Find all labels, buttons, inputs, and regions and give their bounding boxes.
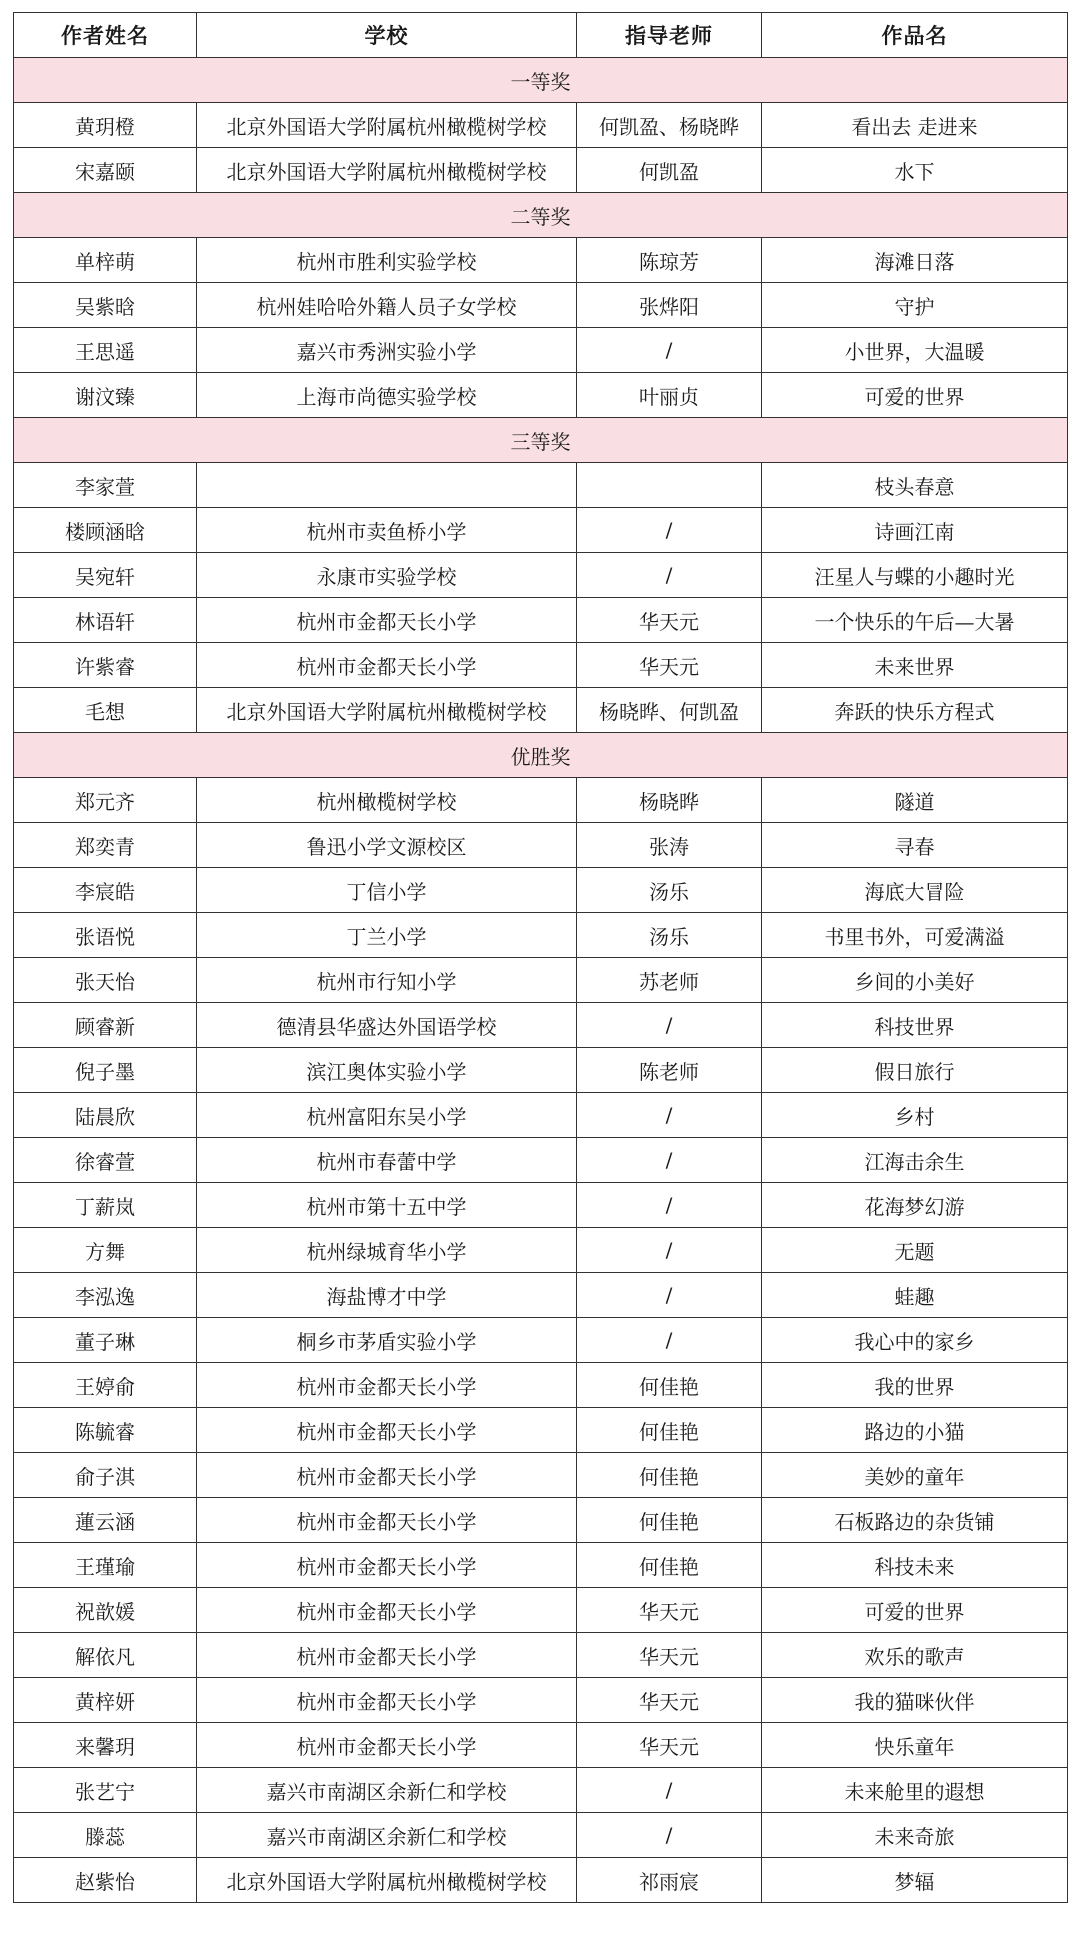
cell-work: 我的世界 [762,1363,1068,1408]
cell-work: 快乐童年 [762,1723,1068,1768]
table-row [14,1588,1068,1633]
cell-teacher: 杨晓晔 [577,778,762,823]
cell-author: 李泓逸 [14,1273,197,1318]
cell-author: 方舞 [14,1228,197,1273]
cell-teacher: / [577,1813,762,1858]
cell-teacher: 华天元 [577,598,762,643]
cell-school: 滨江奥体实验小学 [197,1048,577,1093]
cell-teacher: / [577,1228,762,1273]
cell-author: 王婷俞 [14,1363,197,1408]
cell-work: 小世界，大温暖 [762,328,1068,373]
cell-school: 丁信小学 [197,868,577,913]
section-title: 三等奖 [14,418,1068,463]
cell-teacher: 华天元 [577,1633,762,1678]
cell-author: 顾睿新 [14,1003,197,1048]
table-row [14,1633,1068,1678]
cell-author: 宋嘉颐 [14,148,197,193]
cell-teacher: 苏老师 [577,958,762,1003]
cell-teacher: / [577,1093,762,1138]
cell-teacher: 杨晓晔、何凯盈 [577,688,762,733]
table-row [14,1318,1068,1363]
cell-school: 桐乡市茅盾实验小学 [197,1318,577,1363]
cell-school: 杭州富阳东吴小学 [197,1093,577,1138]
cell-work: 守护 [762,283,1068,328]
cell-author: 张语悦 [14,913,197,958]
cell-work: 石板路边的杂货铺 [762,1498,1068,1543]
section-row [14,418,1068,463]
cell-author: 赵紫怡 [14,1858,197,1903]
table-row [14,553,1068,598]
cell-work: 假日旅行 [762,1048,1068,1093]
cell-teacher: 华天元 [577,643,762,688]
section-row [14,193,1068,238]
cell-school: 杭州市金都天长小学 [197,1678,577,1723]
cell-teacher: / [577,1273,762,1318]
cell-school: 杭州市金都天长小学 [197,1498,577,1543]
cell-work: 诗画江南 [762,508,1068,553]
table-row [14,103,1068,148]
table-row [14,598,1068,643]
cell-work: 未来世界 [762,643,1068,688]
table-row [14,823,1068,868]
cell-school [197,463,577,508]
cell-teacher: 华天元 [577,1723,762,1768]
table-row [14,868,1068,913]
cell-author: 吴紫晗 [14,283,197,328]
cell-school: 杭州市金都天长小学 [197,1363,577,1408]
cell-teacher: 何佳艳 [577,1408,762,1453]
section-title: 一等奖 [14,58,1068,103]
cell-school: 嘉兴市南湖区余新仁和学校 [197,1813,577,1858]
cell-school: 德清县华盛达外国语学校 [197,1003,577,1048]
cell-work: 梦辐 [762,1858,1068,1903]
cell-work: 水下 [762,148,1068,193]
table-row [14,508,1068,553]
cell-school: 嘉兴市南湖区余新仁和学校 [197,1768,577,1813]
cell-work: 我的猫咪伙伴 [762,1678,1068,1723]
table-row [14,1048,1068,1093]
cell-author: 郑奕青 [14,823,197,868]
cell-work: 汪星人与蝶的小趣时光 [762,553,1068,598]
cell-school: 杭州市金都天长小学 [197,598,577,643]
table-row [14,148,1068,193]
cell-work: 可爱的世界 [762,1588,1068,1633]
cell-author: 倪子墨 [14,1048,197,1093]
cell-author: 陆晨欣 [14,1093,197,1138]
cell-teacher: / [577,508,762,553]
cell-teacher: 何佳艳 [577,1453,762,1498]
table-row [14,958,1068,1003]
cell-school: 杭州市胜利实验学校 [197,238,577,283]
cell-author: 李家萱 [14,463,197,508]
cell-school: 杭州橄榄树学校 [197,778,577,823]
cell-teacher [577,463,762,508]
table-row [14,1003,1068,1048]
table-row [14,328,1068,373]
cell-teacher: / [577,1318,762,1363]
table-row [14,463,1068,508]
cell-school: 杭州市行知小学 [197,958,577,1003]
cell-work: 美妙的童年 [762,1453,1068,1498]
cell-work: 蛙趣 [762,1273,1068,1318]
cell-school: 嘉兴市秀洲实验小学 [197,328,577,373]
cell-work: 可爱的世界 [762,373,1068,418]
cell-author: 黄梓妍 [14,1678,197,1723]
cell-school: 杭州娃哈哈外籍人员子女学校 [197,283,577,328]
cell-school: 上海市尚德实验学校 [197,373,577,418]
cell-author: 丁薪岚 [14,1183,197,1228]
cell-school: 海盐博才中学 [197,1273,577,1318]
cell-teacher: 汤乐 [577,868,762,913]
cell-author: 王思遥 [14,328,197,373]
cell-author: 王瑾瑜 [14,1543,197,1588]
table-row [14,1273,1068,1318]
cell-school: 杭州市金都天长小学 [197,643,577,688]
cell-school: 杭州绿城育华小学 [197,1228,577,1273]
table-row [14,1858,1068,1903]
cell-work: 花海梦幻游 [762,1183,1068,1228]
table-row [14,1543,1068,1588]
cell-teacher: 祁雨宸 [577,1858,762,1903]
cell-author: 郑元齐 [14,778,197,823]
cell-school: 杭州市金都天长小学 [197,1588,577,1633]
cell-author: 黄玥橙 [14,103,197,148]
table-row [14,1453,1068,1498]
table-row [14,373,1068,418]
cell-author: 毛想 [14,688,197,733]
header-work: 作品名 [762,13,1068,58]
cell-author: 张艺宁 [14,1768,197,1813]
cell-teacher: 何佳艳 [577,1543,762,1588]
cell-teacher: 汤乐 [577,913,762,958]
cell-teacher: 张烨阳 [577,283,762,328]
cell-author: 董子琳 [14,1318,197,1363]
cell-school: 北京外国语大学附属杭州橄榄树学校 [197,1858,577,1903]
cell-author: 俞子淇 [14,1453,197,1498]
cell-teacher: 何佳艳 [577,1498,762,1543]
table-row [14,643,1068,688]
cell-work: 未来舱里的遐想 [762,1768,1068,1813]
cell-teacher: / [577,1003,762,1048]
cell-work: 未来奇旅 [762,1813,1068,1858]
cell-school: 杭州市金都天长小学 [197,1453,577,1498]
cell-school: 杭州市金都天长小学 [197,1543,577,1588]
cell-author: 单梓萌 [14,238,197,283]
cell-teacher: 华天元 [577,1678,762,1723]
cell-teacher: 张涛 [577,823,762,868]
cell-teacher: 何凯盈 [577,148,762,193]
table-row [14,283,1068,328]
cell-work: 寻春 [762,823,1068,868]
cell-author: 张天怡 [14,958,197,1003]
cell-author: 徐睿萱 [14,1138,197,1183]
cell-teacher: / [577,328,762,373]
cell-school: 杭州市金都天长小学 [197,1408,577,1453]
cell-school: 杭州市春蕾中学 [197,1138,577,1183]
table-row [14,1768,1068,1813]
awards-body [14,58,1068,1903]
section-title: 二等奖 [14,193,1068,238]
table-row [14,688,1068,733]
cell-author: 祝歆媛 [14,1588,197,1633]
cell-author: 吴宛轩 [14,553,197,598]
header-row [14,13,1068,58]
cell-school: 鲁迅小学文源校区 [197,823,577,868]
cell-school: 北京外国语大学附属杭州橄榄树学校 [197,103,577,148]
cell-work: 欢乐的歌声 [762,1633,1068,1678]
cell-work: 书里书外，可爱满溢 [762,913,1068,958]
table-row [14,1138,1068,1183]
cell-work: 枝头春意 [762,463,1068,508]
awards-table [13,12,1068,1903]
cell-work: 奔跃的快乐方程式 [762,688,1068,733]
cell-school: 杭州市金都天长小学 [197,1723,577,1768]
cell-author: 滕蕊 [14,1813,197,1858]
cell-school: 杭州市金都天长小学 [197,1633,577,1678]
cell-work: 路边的小猫 [762,1408,1068,1453]
cell-school: 北京外国语大学附属杭州橄榄树学校 [197,688,577,733]
cell-school: 北京外国语大学附属杭州橄榄树学校 [197,148,577,193]
cell-teacher: / [577,1183,762,1228]
section-row [14,58,1068,103]
cell-author: 许紫睿 [14,643,197,688]
cell-author: 林语轩 [14,598,197,643]
cell-school: 永康市实验学校 [197,553,577,598]
cell-author: 蓮云涵 [14,1498,197,1543]
cell-teacher: 华天元 [577,1588,762,1633]
table-row [14,1363,1068,1408]
cell-work: 科技未来 [762,1543,1068,1588]
cell-author: 谢汶臻 [14,373,197,418]
cell-school: 杭州市第十五中学 [197,1183,577,1228]
cell-school: 丁兰小学 [197,913,577,958]
cell-school: 杭州市卖鱼桥小学 [197,508,577,553]
header-school: 学校 [197,13,577,58]
cell-teacher: 何佳艳 [577,1363,762,1408]
cell-author: 来馨玥 [14,1723,197,1768]
cell-work: 一个快乐的午后—大暑 [762,598,1068,643]
table-row [14,1183,1068,1228]
table-row [14,1813,1068,1858]
table-row [14,778,1068,823]
table-row [14,1093,1068,1138]
cell-teacher: 叶丽贞 [577,373,762,418]
cell-work: 科技世界 [762,1003,1068,1048]
cell-author: 李宸皓 [14,868,197,913]
cell-teacher: / [577,1138,762,1183]
cell-teacher: / [577,553,762,598]
header-teacher: 指导老师 [577,13,762,58]
table-row [14,1498,1068,1543]
cell-teacher: 何凯盈、杨晓晔 [577,103,762,148]
table-row [14,1723,1068,1768]
cell-work: 隧道 [762,778,1068,823]
header-author: 作者姓名 [14,13,197,58]
cell-teacher: 陈老师 [577,1048,762,1093]
table-row [14,913,1068,958]
table-row [14,1678,1068,1723]
cell-author: 解依凡 [14,1633,197,1678]
table-row [14,1228,1068,1273]
cell-teacher: / [577,1768,762,1813]
section-row [14,733,1068,778]
cell-work: 海底大冒险 [762,868,1068,913]
cell-teacher: 陈琼芳 [577,238,762,283]
cell-author: 楼顾涵晗 [14,508,197,553]
cell-work: 看出去 走进来 [762,103,1068,148]
cell-work: 乡村 [762,1093,1068,1138]
cell-work: 海滩日落 [762,238,1068,283]
table-row [14,1408,1068,1453]
cell-work: 我心中的家乡 [762,1318,1068,1363]
cell-work: 乡间的小美好 [762,958,1068,1003]
cell-author: 陈毓睿 [14,1408,197,1453]
cell-work: 江海击余生 [762,1138,1068,1183]
section-title: 优胜奖 [14,733,1068,778]
cell-work: 无题 [762,1228,1068,1273]
table-row [14,238,1068,283]
